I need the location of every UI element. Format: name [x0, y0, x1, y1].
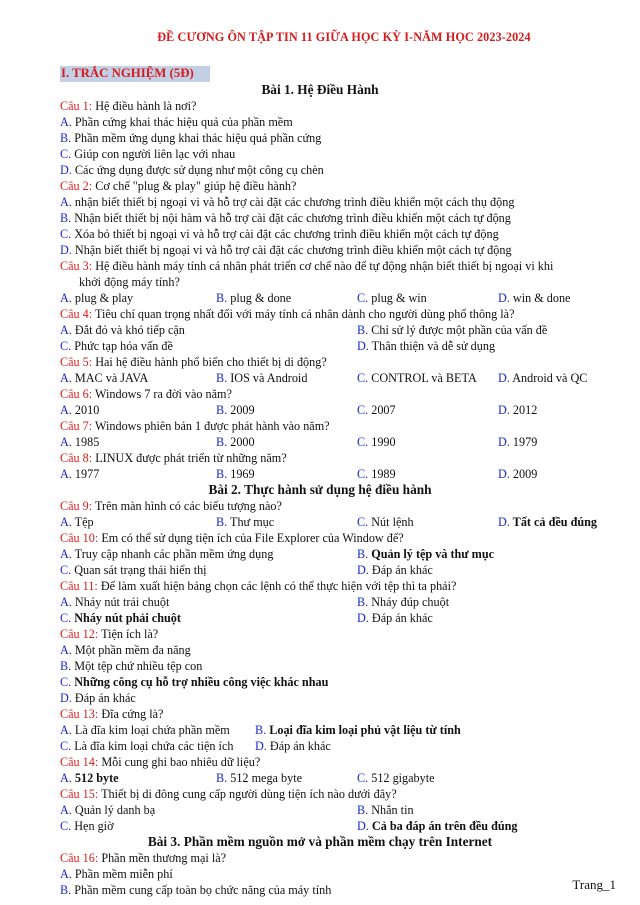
option-letter: C. [60, 563, 72, 577]
question-text: Trên màn hình có các biểu tượng nào? [92, 499, 282, 513]
answer-option [60, 338, 173, 354]
option-letter: B. [216, 371, 228, 385]
answer-option [255, 722, 461, 738]
option-letter: B. [357, 547, 369, 561]
question-text: LINUX được phát triển từ những năm? [92, 451, 287, 465]
option-text: 1990 [368, 435, 396, 449]
question [60, 578, 620, 594]
answer-option [357, 402, 396, 418]
option-text: 512 mega byte [227, 771, 302, 785]
question-text: Em có thể sử dụng tiện ích của File Explorer của Window để? [98, 531, 404, 545]
question-number: Câu 15: [60, 787, 99, 801]
option-text: Quản lý danh bạ [71, 803, 156, 817]
option-letter: B. [357, 595, 369, 609]
answer-option [357, 610, 433, 626]
answer-option [357, 370, 477, 386]
question [60, 754, 620, 770]
question [60, 626, 620, 642]
answer-option [357, 594, 449, 610]
option-text: Đắt đỏ và khó tiếp cận [71, 323, 185, 337]
answer-row [60, 562, 620, 578]
answer-row [60, 434, 620, 450]
answer-option [216, 770, 302, 786]
option-text: Thân thiện và dễ sử dụng [368, 339, 496, 353]
answer-option [357, 338, 495, 354]
question-number: Câu 2: [60, 179, 93, 193]
answer-option [60, 658, 620, 674]
answer-row [60, 802, 620, 818]
option-letter: D. [498, 371, 510, 385]
option-text: Đáp án khác [71, 691, 136, 705]
option-text: Thư mục [227, 515, 275, 529]
option-text: Xóa bỏ thiết bị ngoại vi và hỗ trợ cài đặt các chương trình điều khiển một cách tự động [71, 227, 499, 241]
option-letter: C. [60, 227, 72, 241]
option-letter: C. [357, 435, 369, 449]
answer-option [60, 770, 119, 786]
option-text: Quan sát trạng thái hiển thị [71, 563, 207, 577]
option-letter: B. [216, 467, 228, 481]
question-number: Câu 5: [60, 355, 93, 369]
question [60, 498, 620, 514]
option-text: Tất cả đều đúng [509, 515, 598, 529]
answer-option [498, 290, 570, 306]
option-letter: A. [60, 803, 72, 817]
option-letter: A. [60, 771, 72, 785]
question-text: Đĩa cứng là? [98, 707, 164, 721]
answer-option [60, 162, 620, 178]
answer-option [60, 722, 230, 738]
question-number: Câu 12: [60, 627, 99, 641]
option-letter: B. [60, 131, 72, 145]
answer-option [357, 434, 396, 450]
question [60, 530, 620, 546]
answer-option [60, 242, 620, 258]
lesson-heading: Bài 1. Hệ Điều Hành [261, 82, 379, 97]
option-letter: B. [255, 723, 267, 737]
answer-option [60, 802, 155, 818]
option-letter: B. [60, 883, 72, 897]
option-letter: D. [357, 339, 369, 353]
question-number: Câu 14: [60, 755, 99, 769]
answer-option [255, 738, 331, 754]
answer-option [60, 674, 620, 690]
option-text: Phức tạp hóa vấn đề [71, 339, 173, 353]
option-text: Nhắn tin [368, 803, 414, 817]
answer-option [357, 818, 518, 834]
question [60, 706, 620, 722]
document-title: ĐỀ CƯƠNG ÔN TẬP TIN 11 GIỮA HỌC KỲ I-NĂM HỌC 2023-2024 [157, 30, 531, 44]
option-letter: A. [60, 435, 72, 449]
option-text: Đáp án khác [368, 611, 433, 625]
answer-option [60, 402, 99, 418]
option-text: Chỉ sử lý được một phần của vấn đề [368, 323, 548, 337]
question-text: Windows phiên bản 1 được phát hành vào năm? [92, 419, 330, 433]
option-letter: C. [357, 291, 369, 305]
question-text: Tiêu chí quan trọng nhất đối với máy tính cá nhân dành cho người dùng phổ thông là? [92, 307, 515, 321]
answer-option [357, 802, 414, 818]
question-number: Câu 7: [60, 419, 93, 433]
question [60, 386, 620, 402]
option-letter: B. [216, 771, 228, 785]
question-text: Cơ chế "plug & play" giúp hệ điều hành? [92, 179, 297, 193]
option-letter: A. [60, 115, 72, 129]
option-letter: B. [216, 515, 228, 529]
answer-option [498, 466, 537, 482]
option-text: Nhận biết thiết bị nội hàm và hỗ trợ cài đặt các chương trình điều khiển một cách tự động [71, 211, 511, 225]
answer-option [357, 514, 414, 530]
option-letter: D. [498, 515, 510, 529]
answer-row [60, 594, 620, 610]
option-text: Đáp án khác [266, 739, 331, 753]
answer-option [60, 210, 620, 226]
answer-row [60, 514, 620, 530]
question [60, 354, 620, 370]
lesson-heading: Bài 2. Thực hành sử dụng hệ điều hành [208, 482, 432, 497]
option-text: Hẹn giờ [71, 819, 114, 833]
answer-row [60, 546, 620, 562]
answer-option [60, 562, 207, 578]
answer-option [60, 882, 620, 898]
option-letter: C. [357, 467, 369, 481]
option-text: 1985 [71, 435, 100, 449]
question-text: Mỗi cung ghi bao nhiêu dữ liệu? [98, 755, 261, 769]
option-letter: C. [357, 771, 369, 785]
option-text: 1969 [227, 467, 255, 481]
option-text: 2010 [71, 403, 100, 417]
option-letter: D. [357, 563, 369, 577]
option-text: Nút lệnh [368, 515, 414, 529]
answer-option [60, 226, 620, 242]
answer-option [60, 146, 620, 162]
answer-option [60, 690, 620, 706]
option-text: 1979 [509, 435, 538, 449]
option-letter: D. [60, 163, 72, 177]
question-number: Câu 6: [60, 387, 93, 401]
option-letter: C. [60, 675, 72, 689]
option-text: 2012 [509, 403, 538, 417]
option-text: 1989 [368, 467, 396, 481]
option-letter: A. [60, 291, 72, 305]
option-text: Một tệp chứ nhiều tệp con [71, 659, 203, 673]
question [60, 178, 620, 194]
answer-row [60, 338, 620, 354]
answer-row [60, 322, 620, 338]
option-letter: D. [60, 243, 72, 257]
option-letter: A. [60, 547, 72, 561]
option-text: plug & done [227, 291, 292, 305]
option-text: 2007 [368, 403, 396, 417]
option-letter: D. [498, 435, 510, 449]
answer-option [498, 434, 537, 450]
answer-option [357, 466, 396, 482]
answer-option [60, 466, 99, 482]
option-text: Tệp [71, 515, 94, 529]
question-number: Câu 8: [60, 451, 93, 465]
option-letter: C. [357, 371, 369, 385]
answer-row [60, 738, 620, 754]
option-text: nhận biết thiết bị ngoại vi và hỗ trợ cài đặt các chương trình điều khiển một cách thụ động [71, 195, 515, 209]
option-letter: C. [60, 339, 72, 353]
answer-option [60, 642, 620, 658]
question-text: Phần mền thương mại là? [98, 851, 227, 865]
question-number: Câu 10: [60, 531, 99, 545]
question-number: Câu 13: [60, 707, 99, 721]
question-number: Câu 1: [60, 99, 93, 113]
question-number: Câu 4: [60, 307, 93, 321]
question-text: Tiện ích là? [98, 627, 159, 641]
option-letter: B. [60, 659, 72, 673]
question [60, 258, 620, 274]
option-letter: D. [357, 611, 369, 625]
option-letter: A. [60, 643, 72, 657]
answer-option [60, 594, 169, 610]
question-text: Thiết bị di đông cung cấp người dùng tiện ích nào dưới đây? [98, 787, 397, 801]
answer-option [498, 402, 537, 418]
option-text: Là đĩa kim loại chứa phần mềm [71, 723, 230, 737]
option-text: 1977 [71, 467, 100, 481]
option-text: Phần mềm ứng dụng khai thác hiệu quả phần cứng [71, 131, 322, 145]
option-letter: C. [60, 819, 72, 833]
answer-row [60, 722, 620, 738]
answer-row [60, 610, 620, 626]
option-text: Nháy nút phải chuột [71, 611, 181, 625]
answer-option [60, 514, 94, 530]
page-number: Trang_1 [572, 877, 616, 892]
option-letter: A. [60, 195, 72, 209]
answer-option [216, 434, 255, 450]
option-text: Những công cụ hỗ trợ nhiều công việc khác nhau [71, 675, 329, 689]
answer-option [357, 770, 435, 786]
answer-option [60, 610, 181, 626]
option-letter: B. [216, 403, 228, 417]
answer-option [60, 322, 185, 338]
option-letter: B. [216, 435, 228, 449]
option-text: Một phần mềm đa năng [71, 643, 191, 657]
option-letter: C. [60, 739, 72, 753]
question [60, 306, 620, 322]
option-text: Loại đĩa kim loại phủ vật liệu từ tính [266, 723, 461, 737]
answer-option [216, 514, 274, 530]
answer-option [216, 466, 255, 482]
section-heading-text: I. TRẮC NGHIỆM (5Đ) [61, 66, 194, 80]
question-text: Windows 7 ra đời vào năm? [92, 387, 232, 401]
option-text: Nhận biết thiết bị ngoại vi và hỗ trợ cài đặt các chương trình điều khiển một cách tự động [71, 243, 512, 257]
answer-row [60, 466, 620, 482]
option-letter: A. [60, 595, 72, 609]
answer-option [498, 370, 587, 386]
option-text: 2000 [227, 435, 255, 449]
question [60, 850, 620, 866]
option-text: 512 gigabyte [368, 771, 435, 785]
option-letter: C. [357, 403, 369, 417]
answer-option [357, 546, 494, 562]
option-text: CONTROL và BETA [368, 371, 477, 385]
option-letter: D. [357, 819, 369, 833]
question [60, 450, 620, 466]
question [60, 786, 620, 802]
question-text: Để làm xuất hiện bảng chọn các lệnh có thể thực hiện với tệp thì ta phải? [97, 579, 457, 593]
option-text: win & done [509, 291, 571, 305]
answer-row [60, 770, 620, 786]
option-text: Cả ba đáp án trên đều đúng [368, 819, 518, 833]
option-text: Đáp án khác [368, 563, 433, 577]
answer-option [216, 370, 307, 386]
option-letter: B. [357, 803, 369, 817]
answer-option [60, 194, 620, 210]
answer-option [216, 402, 255, 418]
option-letter: D. [60, 691, 72, 705]
answer-option [60, 866, 620, 882]
option-text: Quản lý tệp và thư mục [368, 547, 495, 561]
option-text: 512 byte [71, 771, 119, 785]
option-text: IOS và Android [227, 371, 308, 385]
option-letter: C. [357, 515, 369, 529]
question-number: Câu 16: [60, 851, 99, 865]
answer-option [60, 546, 273, 562]
question-text: Hai hệ điều hành phổ biến cho thiết bị di động? [92, 355, 327, 369]
answer-option [357, 290, 427, 306]
option-text: Là đĩa kim loại chứa các tiện ích [71, 739, 234, 753]
option-text: MAC và JAVA [71, 371, 149, 385]
option-letter: D. [255, 739, 267, 753]
option-letter: A. [60, 467, 72, 481]
option-letter: A. [60, 371, 72, 385]
option-text: 2009 [509, 467, 538, 481]
option-letter: D. [498, 467, 510, 481]
option-text: Android và QC [509, 371, 588, 385]
option-text: Phần mềm cung cấp toàn bọ chức năng của máy tính [71, 883, 332, 897]
question-continuation: khởi động máy tính? [79, 275, 180, 289]
answer-option [498, 514, 597, 530]
option-text: Truy cập nhanh các phần mềm ứng dụng [71, 547, 274, 561]
lesson-heading: Bài 3. Phần mềm nguồn mở và phần mềm chạy trên Internet [147, 834, 493, 849]
option-text: plug & play [71, 291, 134, 305]
option-letter: A. [60, 723, 72, 737]
answer-option [60, 738, 233, 754]
question-text: Hệ điều hành là nơi? [92, 99, 197, 113]
section-heading [60, 66, 210, 82]
answer-row [60, 290, 620, 306]
option-letter: B. [357, 323, 369, 337]
answer-row [60, 818, 620, 834]
option-letter: C. [60, 147, 72, 161]
answer-option [216, 290, 291, 306]
option-letter: D. [498, 291, 510, 305]
option-text: Phần cứng khai thác hiệu quả của phần mềm [71, 115, 293, 129]
answer-option [60, 370, 148, 386]
answer-option [60, 130, 620, 146]
answer-option [60, 434, 99, 450]
answer-option [357, 322, 547, 338]
option-text: Nháy đúp chuột [368, 595, 450, 609]
option-letter: C. [60, 611, 72, 625]
answer-option [357, 562, 433, 578]
question-number: Câu 11: [60, 579, 98, 593]
answer-row [60, 370, 620, 386]
option-text: Các ứng dụng được sử dụng như một công cụ chèn [71, 163, 324, 177]
option-letter: A. [60, 515, 72, 529]
option-letter: B. [216, 291, 228, 305]
option-letter: D. [498, 403, 510, 417]
answer-option [60, 818, 114, 834]
option-letter: A. [60, 403, 72, 417]
option-text: 2009 [227, 403, 255, 417]
question [60, 98, 620, 114]
question [60, 418, 620, 434]
answer-option [60, 290, 133, 306]
option-letter: A. [60, 323, 72, 337]
option-text: Giúp con người liên lạc với nhau [71, 147, 236, 161]
option-letter: B. [60, 211, 72, 225]
option-letter: A. [60, 867, 72, 881]
answer-option [60, 114, 620, 130]
question-text: Hệ điều hành máy tính cá nhân phát triển cơ chế nào để tự động nhận biết thiết bị ngoại vi khi [92, 259, 554, 273]
question-number: Câu 9: [60, 499, 93, 513]
question-number: Câu 3: [60, 259, 93, 273]
option-text: Phần mềm miễn phí [71, 867, 173, 881]
option-text: plug & win [368, 291, 427, 305]
answer-row [60, 402, 620, 418]
option-text: Nháy nút trái chuột [71, 595, 170, 609]
